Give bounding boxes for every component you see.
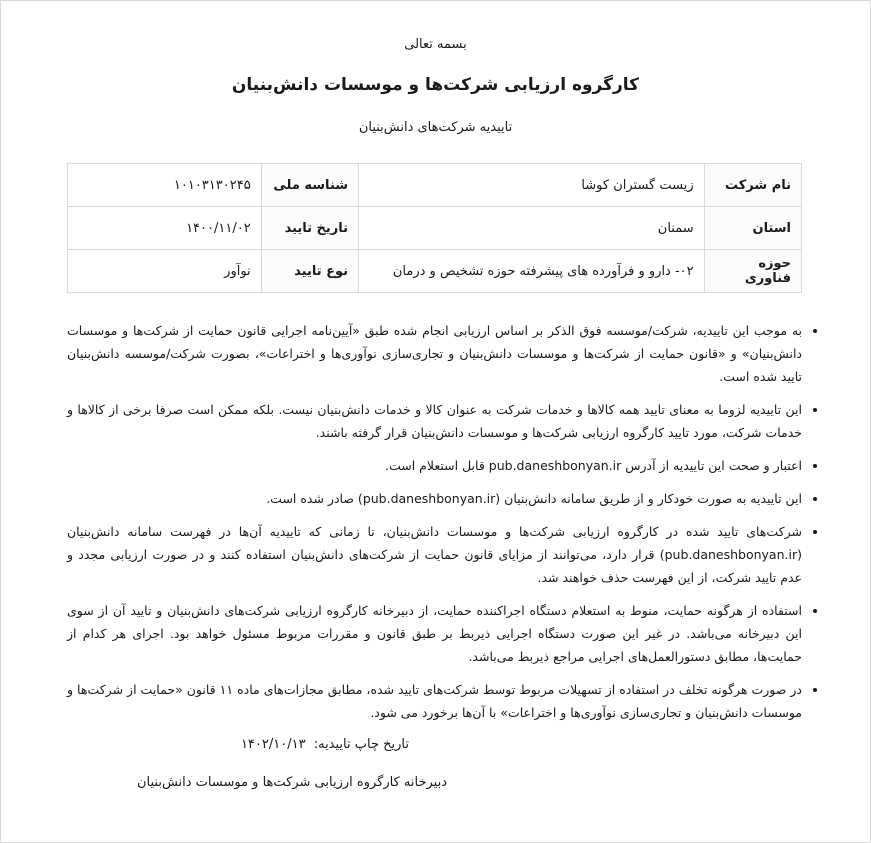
province-label: استان <box>704 207 801 250</box>
list-item: • این تاییدیه به صورت خودکار و از طریق سامانه دانش‌بنیان (pub.daneshbonyan.ir) صادر شده است. <box>67 487 802 510</box>
print-date <box>109 737 409 752</box>
approval-type-value: نوآور <box>68 250 262 293</box>
national-id-label: شناسه ملی <box>261 164 358 207</box>
print-date-label: تاریخ چاپ تاییدیه: <box>313 737 409 752</box>
table-row <box>68 164 802 207</box>
notes-list <box>67 319 818 734</box>
approval-date-value: ۱۴۰۰/۱۱/۰۲ <box>68 207 262 250</box>
national-id-value: ۱۰۱۰۳۱۳۰۲۴۵ <box>68 164 262 207</box>
table-row <box>68 207 802 250</box>
company-info-table <box>67 163 802 293</box>
company-name-value: زیست گستران کوشا <box>359 164 705 207</box>
print-date-value: ۱۴۰۲/۱۰/۱۳ <box>240 737 306 752</box>
tech-field-value: ۰۲- دارو و فرآورده های پیشرفته حوزه تشخیص و درمان <box>359 250 705 293</box>
list-item: • اعتبار و صحت این تاییدیه از آدرس pub.daneshbonyan.ir قابل استعلام است. <box>67 454 802 477</box>
list-item: • در صورت هرگونه تخلف در استفاده از تسهیلات مربوط توسط شرکت‌های تایید شده، مطابق مجازات‌های ماده ۱۱ قانون «حمایت از شرکت‌ها و موسسات دانش‌بنیان و تجاری‌سازی نوآوری‌ها و اختراعات» با آن‌ها برخورد می شود. <box>67 678 802 724</box>
secretariat-signature: دبیرخانه کارگروه ارزیابی شرکت‌ها و موسسات دانش‌بنیان <box>136 775 447 790</box>
list-item: • این تاییدیه لزوما به معنای تایید همه کالاها و خدمات شرکت به عنوان کالا و خدمات دانش‌بنیان نیست. بلکه ممکن است صرفا برخی از کالاها و خدمات شرکت، مورد تایید کارگروه ارزیابی شرکت‌ها و موسسات دانش‌بنیان قرار گرفته باشند. <box>67 398 802 444</box>
table-row <box>68 250 802 293</box>
approval-date-label: تاریخ تایید <box>261 207 358 250</box>
list-item: • به موجب این تاییدیه، شرکت/موسسه فوق الذکر بر اساس ارزیابی انجام شده طبق «آیین‌نامه اجرایی قانون حمایت از شرکت‌ها و موسسات دانش‌بنیان» و «قانون حمایت از شرکت‌ها و موسسات دانش‌بنیان و تجاری‌سازی نوآوری‌ها و اختراعات»، بصورت شرکت/موسسه دانش‌بنیان تایید شده است. <box>67 319 802 388</box>
list-item: • شرکت‌های تایید شده در کارگروه ارزیابی شرکت‌ها و موسسات دانش‌بنیان، تا زمانی که تاییدیه آن‌ها در فهرست سامانه دانش‌بنیان (pub.daneshbonyan.ir) قرار دارد، می‌توانند از مزایای قانون حمایت از شرکت‌های دانش‌بنیان استفاده کنند و در صورت ارزیابی مجدد و عدم تایید شرکت، از این فهرست حذف خواهند شد. <box>67 520 802 589</box>
list-item: • استفاده از هرگونه حمایت، منوط به استعلام دستگاه اجراکننده حمایت، از دبیرخانه کارگروه ارزیابی شرکت‌های دانش‌بنیان و تایید آن از سوی این دبیرخانه می‌باشد. در غیر این صورت دستگاه اجرایی ذیربط بر طبق قانون و مقررات مربوط مسئول خواهد بود. اجرای هر کدام از حمایت‌ها، مطابق دستورالعمل‌های اجرایی مراجع ذیربط می‌باشد. <box>67 599 802 668</box>
company-name-label: نام شرکت <box>704 164 801 207</box>
page-subtitle: تاییدیه شرکت‌های دانش‌بنیان <box>358 120 513 135</box>
tech-field-label: حوزه فناوری <box>704 250 801 293</box>
page-title: کارگروه ارزیابی شرکت‌ها و موسسات دانش‌بنیان <box>231 75 640 95</box>
bismillah-heading: بسمه تعالی <box>404 37 467 52</box>
approval-type-label: نوع تایید <box>261 250 358 293</box>
province-value: سمنان <box>359 207 705 250</box>
